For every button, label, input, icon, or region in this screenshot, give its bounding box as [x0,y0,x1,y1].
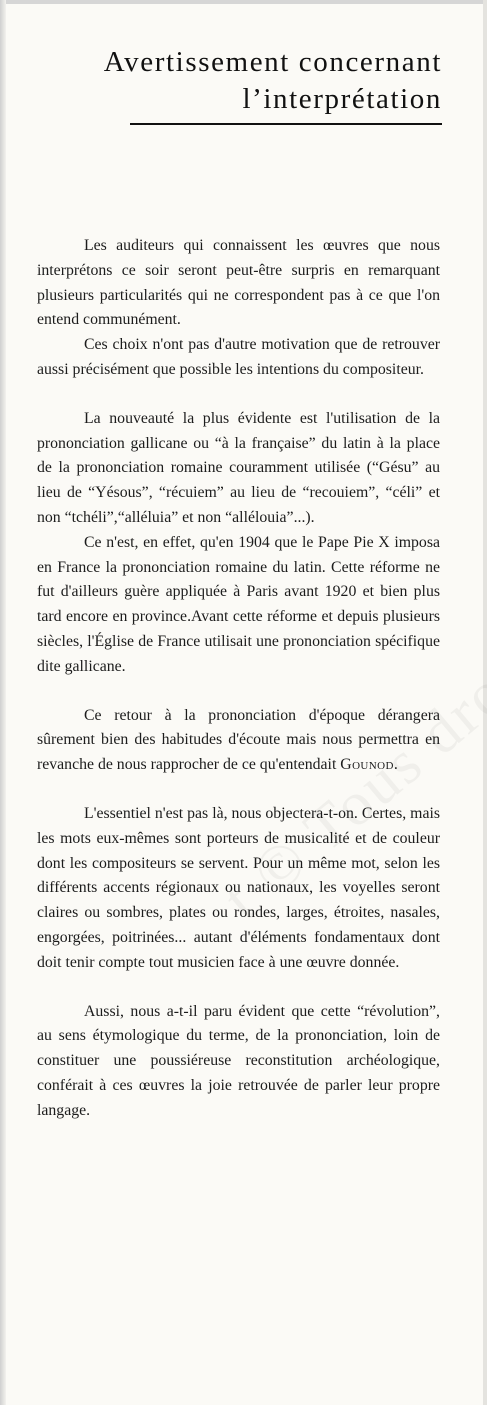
paragraph-history: Ce n'est, en effet, qu'en 1904 que le Pape Pie X imposa en France la prononciation romaine du latin. Cette réforme ne fut d'ailleurs guère appliquée à Paris avant 1920 et bien plus tard encore en province.Avant cette réforme et depuis plusieurs siècles, l'Église de France utilisait une prononciation spécifique dite gallicane. [37,533,440,675]
composer-name: Gounod [340,756,394,774]
page-title [104,44,442,118]
title-line-2: l’interprétation [242,83,442,115]
paragraph-return-end: . [393,756,398,774]
document-body [37,234,440,1124]
paragraph-return [37,704,440,778]
paragraph-intro: Les auditeurs qui connaissent les œuvres que nous interprétons ce soir seront peut-être surpris en remarquant plusieurs particularités qui ne correspondent pas à ce que l'on entend communément. [37,237,440,329]
title-line-1: Avertissement concernant [103,46,442,78]
paragraph-essential: L'essentiel n'est pas là, nous objectera-t-on. Certes, mais les mots eux-mêmes sont porteurs de musicalité et de couleur dont les compositeurs se servent. Pour un même mot, selon les différents accents régionaux ou nationaux, les voyelles seront claires ou sombres, plates ou rondes, larges, étroites, nasales, engorgées, poitrinées... autant d'éléments fondamentaux dont doit tenir compte tout musicien face à une œuvre donnée. [37,804,440,971]
page-edge-top [0,0,487,4]
paragraph-return-text: Ce retour à la prononciation d'époque dérangera sûrement bien des habitudes d'écoute mais nous permettra en revanche de nous rapprocher de ce qu'entendait [37,706,440,774]
page-edge-left [0,0,6,1405]
paragraph-conclusion: Aussi, nous a-t-il paru évident que cette “révolution”, au sens étymologique du terme, de la prononciation, loin de constituer une poussiéreuse reconstitution archéologique, conférait à ces œuvres la joie retrouvée de parler leur propre langage. [37,1002,440,1119]
paragraph-gallican-pronunciation: La nouveauté la plus évidente est l'utilisation de la prononciation gallicane ou “à la française” du latin à la place de la prononciation romaine couramment utilisée (“Gésu” au lieu de “Yésous”, “récuiem” au lieu de “recouiem”, “céli” et non “tchéli”,“alléluia” et non “allélouia”...). [37,409,440,526]
title-underline [130,123,442,125]
paragraph-motivation: Ces choix n'ont pas d'autre motivation que de retrouver aussi précisément que possible les intentions du compositeur. [37,336,440,378]
page-edge-right [483,0,487,1405]
